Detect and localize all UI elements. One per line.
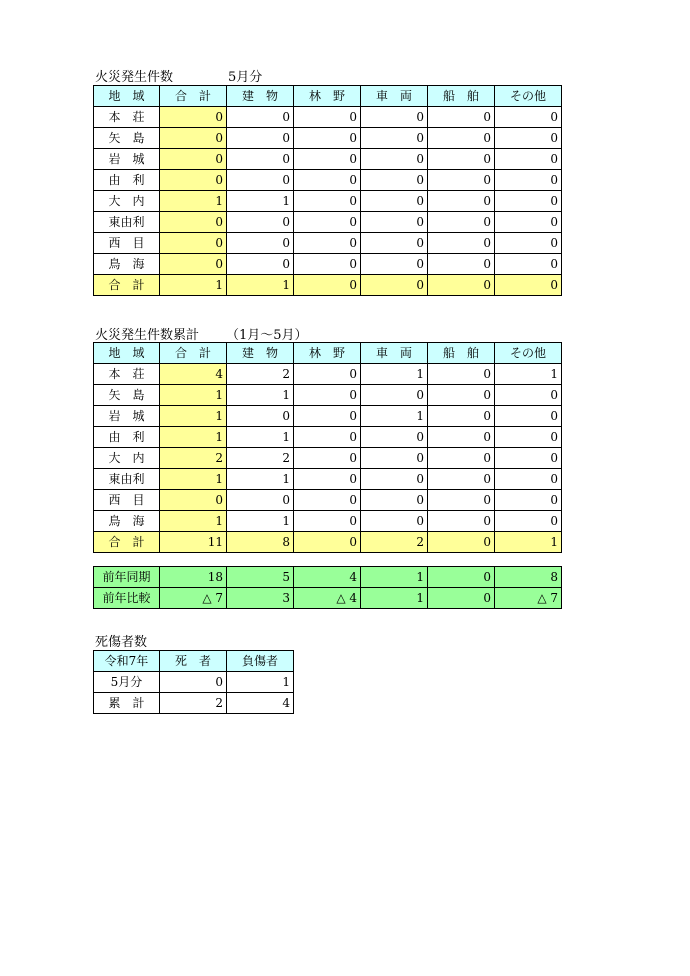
column-header: その他 xyxy=(495,86,562,107)
count-cell: 0 xyxy=(428,406,495,427)
count-cell: 0 xyxy=(294,406,361,427)
comparison-cell: 5 xyxy=(227,567,294,588)
total-cell: 11 xyxy=(160,532,227,553)
count-cell: 1 xyxy=(361,364,428,385)
region-label: 東由利 xyxy=(94,212,160,233)
comparison-cell: 8 xyxy=(495,567,562,588)
region-label: 岩 城 xyxy=(94,149,160,170)
column-header: 死 者 xyxy=(160,651,227,672)
count-cell: 1 xyxy=(227,469,294,490)
comparison-cell: △ 7 xyxy=(160,588,227,609)
count-cell: 0 xyxy=(428,364,495,385)
count-cell: 0 xyxy=(227,170,294,191)
count-cell: 0 xyxy=(294,490,361,511)
count-cell: 1 xyxy=(227,672,294,693)
count-cell: 0 xyxy=(428,427,495,448)
total-label: 合 計 xyxy=(94,275,160,296)
count-cell: 0 xyxy=(495,212,562,233)
column-header: 地 域 xyxy=(94,343,160,364)
count-cell: 0 xyxy=(495,233,562,254)
region-label: 由 利 xyxy=(94,170,160,191)
comparison-cell: 18 xyxy=(160,567,227,588)
count-cell: 0 xyxy=(495,427,562,448)
count-cell: 1 xyxy=(227,511,294,532)
table-row xyxy=(94,672,294,693)
count-cell: 0 xyxy=(160,149,227,170)
count-cell: 0 xyxy=(227,490,294,511)
column-header: 負傷者 xyxy=(227,651,294,672)
count-cell: 0 xyxy=(361,469,428,490)
comparison-cell: 1 xyxy=(361,588,428,609)
region-label: 西 目 xyxy=(94,233,160,254)
comparison-cell: 1 xyxy=(361,567,428,588)
count-cell: 0 xyxy=(294,191,361,212)
count-cell: 1 xyxy=(361,406,428,427)
comparison-cell: 3 xyxy=(227,588,294,609)
region-label: 大 内 xyxy=(94,448,160,469)
total-cell: 1 xyxy=(160,275,227,296)
count-cell: 0 xyxy=(361,385,428,406)
column-header: 合 計 xyxy=(160,343,227,364)
total-row xyxy=(94,275,562,296)
region-label: 東由利 xyxy=(94,469,160,490)
count-cell: 0 xyxy=(294,385,361,406)
row-label: 5月分 xyxy=(94,672,160,693)
header-row xyxy=(94,86,562,107)
column-header: 建 物 xyxy=(227,343,294,364)
table-row xyxy=(94,469,562,490)
count-cell: 0 xyxy=(361,233,428,254)
count-cell: 0 xyxy=(294,212,361,233)
total-label: 合 計 xyxy=(94,532,160,553)
total-cell: 1 xyxy=(227,275,294,296)
table-row xyxy=(94,170,562,191)
region-label: 大 内 xyxy=(94,191,160,212)
count-cell: 0 xyxy=(227,233,294,254)
count-cell: 0 xyxy=(428,469,495,490)
count-cell: 0 xyxy=(428,490,495,511)
count-cell: 0 xyxy=(227,149,294,170)
count-cell: 0 xyxy=(160,254,227,275)
table-row xyxy=(94,406,562,427)
count-cell: 0 xyxy=(294,448,361,469)
count-cell: 0 xyxy=(428,191,495,212)
count-cell: 0 xyxy=(495,149,562,170)
count-cell: 0 xyxy=(428,254,495,275)
count-cell: 0 xyxy=(495,170,562,191)
table-row xyxy=(94,191,562,212)
region-label: 西 目 xyxy=(94,490,160,511)
table-row xyxy=(94,490,562,511)
count-cell: 0 xyxy=(428,170,495,191)
total-cell: 0 xyxy=(294,275,361,296)
column-header: 令和7年 xyxy=(94,651,160,672)
region-label: 鳥 海 xyxy=(94,511,160,532)
count-cell: 0 xyxy=(428,149,495,170)
total-row xyxy=(94,532,562,553)
count-cell: 0 xyxy=(361,107,428,128)
count-cell: 2 xyxy=(160,693,227,714)
count-cell: 0 xyxy=(160,672,227,693)
count-cell: 0 xyxy=(294,511,361,532)
column-header: その他 xyxy=(495,343,562,364)
comparison-cell: 0 xyxy=(428,588,495,609)
count-cell: 0 xyxy=(361,427,428,448)
count-cell: 0 xyxy=(227,128,294,149)
casualties-title: 死傷者数 xyxy=(95,635,148,650)
row-label: 累 計 xyxy=(94,693,160,714)
cumulative-title: 火災発生件数累計 xyxy=(95,328,200,343)
comparison-cell: 4 xyxy=(294,567,361,588)
count-cell: 0 xyxy=(294,107,361,128)
count-cell: 0 xyxy=(495,191,562,212)
count-cell: 0 xyxy=(227,406,294,427)
count-cell: 0 xyxy=(428,448,495,469)
table-row xyxy=(94,427,562,448)
count-cell: 0 xyxy=(495,128,562,149)
table-row xyxy=(94,364,562,385)
count-cell: 0 xyxy=(495,511,562,532)
count-cell: 0 xyxy=(361,490,428,511)
count-cell: 0 xyxy=(160,212,227,233)
count-cell: 0 xyxy=(495,385,562,406)
count-cell: 0 xyxy=(361,170,428,191)
region-label: 矢 島 xyxy=(94,385,160,406)
year-comparison-table xyxy=(93,566,562,609)
count-cell: 1 xyxy=(160,191,227,212)
count-cell: 0 xyxy=(495,107,562,128)
count-cell: 2 xyxy=(160,448,227,469)
column-header: 車 両 xyxy=(361,343,428,364)
monthly-fire-table xyxy=(93,85,562,296)
count-cell: 0 xyxy=(361,149,428,170)
count-cell: 0 xyxy=(294,170,361,191)
region-label: 鳥 海 xyxy=(94,254,160,275)
count-cell: 0 xyxy=(361,254,428,275)
count-cell: 1 xyxy=(160,427,227,448)
count-cell: 1 xyxy=(227,385,294,406)
column-header: 地 域 xyxy=(94,86,160,107)
count-cell: 0 xyxy=(428,212,495,233)
count-cell: 0 xyxy=(428,385,495,406)
comparison-row xyxy=(94,567,562,588)
column-header: 船 舶 xyxy=(428,343,495,364)
comparison-label: 前年比較 xyxy=(94,588,160,609)
table-row xyxy=(94,149,562,170)
total-cell: 1 xyxy=(495,532,562,553)
count-cell: 0 xyxy=(294,233,361,254)
count-cell: 0 xyxy=(495,448,562,469)
count-cell: 4 xyxy=(160,364,227,385)
count-cell: 0 xyxy=(428,128,495,149)
count-cell: 1 xyxy=(227,427,294,448)
count-cell: 0 xyxy=(495,490,562,511)
count-cell: 0 xyxy=(428,233,495,254)
count-cell: 0 xyxy=(294,469,361,490)
column-header: 林 野 xyxy=(294,343,361,364)
cumulative-period: （1月～5月） xyxy=(226,328,308,343)
count-cell: 0 xyxy=(495,469,562,490)
comparison-row xyxy=(94,588,562,609)
comparison-cell: △ 7 xyxy=(495,588,562,609)
count-cell: 0 xyxy=(160,107,227,128)
count-cell: 0 xyxy=(294,254,361,275)
count-cell: 1 xyxy=(160,469,227,490)
count-cell: 0 xyxy=(227,107,294,128)
region-label: 本 荘 xyxy=(94,107,160,128)
count-cell: 0 xyxy=(428,511,495,532)
count-cell: 1 xyxy=(227,191,294,212)
header-row xyxy=(94,651,294,672)
region-label: 矢 島 xyxy=(94,128,160,149)
count-cell: 1 xyxy=(160,385,227,406)
count-cell: 0 xyxy=(294,427,361,448)
count-cell: 1 xyxy=(160,511,227,532)
count-cell: 0 xyxy=(294,128,361,149)
total-cell: 0 xyxy=(294,532,361,553)
count-cell: 0 xyxy=(361,511,428,532)
count-cell: 2 xyxy=(227,364,294,385)
count-cell: 0 xyxy=(294,149,361,170)
count-cell: 0 xyxy=(160,170,227,191)
total-cell: 0 xyxy=(495,275,562,296)
count-cell: 0 xyxy=(361,448,428,469)
total-cell: 2 xyxy=(361,532,428,553)
count-cell: 0 xyxy=(227,212,294,233)
count-cell: 0 xyxy=(361,212,428,233)
count-cell: 0 xyxy=(495,254,562,275)
count-cell: 0 xyxy=(361,191,428,212)
monthly-period: 5月分 xyxy=(228,70,263,85)
count-cell: 0 xyxy=(428,107,495,128)
region-label: 本 荘 xyxy=(94,364,160,385)
region-label: 岩 城 xyxy=(94,406,160,427)
table-row xyxy=(94,233,562,254)
count-cell: 0 xyxy=(361,128,428,149)
table-row xyxy=(94,254,562,275)
comparison-cell: 0 xyxy=(428,567,495,588)
count-cell: 0 xyxy=(495,406,562,427)
column-header: 建 物 xyxy=(227,86,294,107)
count-cell: 1 xyxy=(160,406,227,427)
count-cell: 2 xyxy=(227,448,294,469)
count-cell: 0 xyxy=(160,233,227,254)
comparison-label: 前年同期 xyxy=(94,567,160,588)
region-label: 由 利 xyxy=(94,427,160,448)
count-cell: 0 xyxy=(294,364,361,385)
cumulative-fire-table xyxy=(93,342,562,553)
casualties-table xyxy=(93,650,294,714)
table-row xyxy=(94,107,562,128)
count-cell: 0 xyxy=(160,490,227,511)
header-row xyxy=(94,343,562,364)
table-row xyxy=(94,128,562,149)
comparison-cell: △ 4 xyxy=(294,588,361,609)
table-row xyxy=(94,385,562,406)
table-row xyxy=(94,693,294,714)
count-cell: 1 xyxy=(495,364,562,385)
column-header: 船 舶 xyxy=(428,86,495,107)
count-cell: 0 xyxy=(160,128,227,149)
monthly-title: 火災発生件数 xyxy=(95,70,174,85)
table-row xyxy=(94,212,562,233)
column-header: 合 計 xyxy=(160,86,227,107)
total-cell: 0 xyxy=(428,532,495,553)
count-cell: 4 xyxy=(227,693,294,714)
total-cell: 0 xyxy=(361,275,428,296)
table-row xyxy=(94,511,562,532)
total-cell: 0 xyxy=(428,275,495,296)
column-header: 車 両 xyxy=(361,86,428,107)
table-row xyxy=(94,448,562,469)
total-cell: 8 xyxy=(227,532,294,553)
count-cell: 0 xyxy=(227,254,294,275)
column-header: 林 野 xyxy=(294,86,361,107)
